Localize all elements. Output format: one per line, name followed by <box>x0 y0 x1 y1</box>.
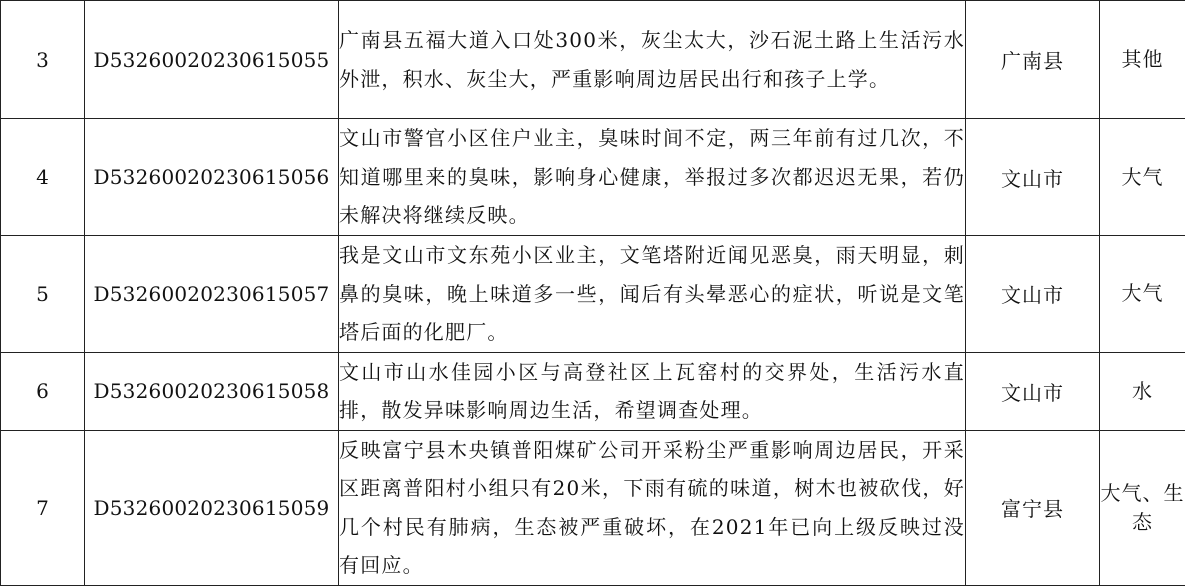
row-number: 4 <box>1 119 85 236</box>
table-row <box>1 430 1185 585</box>
complaint-content: 文山市警官小区住户业主，臭味时间不定，两三年前有过几次，不知道哪里来的臭味，影响身心健康，举报过多次都迟迟无果，若仍未解决将继续反映。 <box>339 119 966 236</box>
complaint-content: 广南县五福大道入口处300米，灰尘太大，沙石泥土路上生活污水外泄，积水、灰尘大，严重影响周边居民出行和孩子上学。 <box>339 1 966 119</box>
pollution-type: 大气 <box>1100 236 1185 353</box>
administrative-area: 文山市 <box>966 352 1100 430</box>
case-code: D53260020230615056 <box>85 119 339 236</box>
case-code: D53260020230615057 <box>85 236 339 353</box>
row-number: 6 <box>1 352 85 430</box>
table-row <box>1 352 1185 430</box>
table-row <box>1 1 1185 119</box>
pollution-type: 水 <box>1100 352 1185 430</box>
administrative-area: 广南县 <box>966 1 1100 119</box>
administrative-area: 文山市 <box>966 236 1100 353</box>
administrative-area: 富宁县 <box>966 430 1100 585</box>
row-number: 7 <box>1 430 85 585</box>
pollution-type: 大气 <box>1100 119 1185 236</box>
case-code: D53260020230615059 <box>85 430 339 585</box>
complaint-content: 反映富宁县木央镇普阳煤矿公司开采粉尘严重影响周边居民，开采区距离普阳村小组只有20米，下雨有硫的味道，树木也被砍伐，好几个村民有肺病，生态被严重破坏，在2021年已向上级反映过没有回应。 <box>339 430 966 585</box>
row-number: 5 <box>1 236 85 353</box>
case-code: D53260020230615058 <box>85 352 339 430</box>
pollution-type: 大气、生态 <box>1100 430 1185 585</box>
case-code: D53260020230615055 <box>85 1 339 119</box>
complaint-content: 我是文山市文东苑小区业主，文笔塔附近闻见恶臭，雨天明显，刺鼻的臭味，晚上味道多一些，闻后有头晕恶心的症状，听说是文笔塔后面的化肥厂。 <box>339 236 966 353</box>
administrative-area: 文山市 <box>966 119 1100 236</box>
complaint-content: 文山市山水佳园小区与高登社区上瓦窑村的交界处，生活污水直排，散发异味影响周边生活，希望调查处理。 <box>339 352 966 430</box>
table-row <box>1 236 1185 353</box>
pollution-type: 其他 <box>1100 1 1185 119</box>
table-row <box>1 119 1185 236</box>
row-number: 3 <box>1 1 85 119</box>
